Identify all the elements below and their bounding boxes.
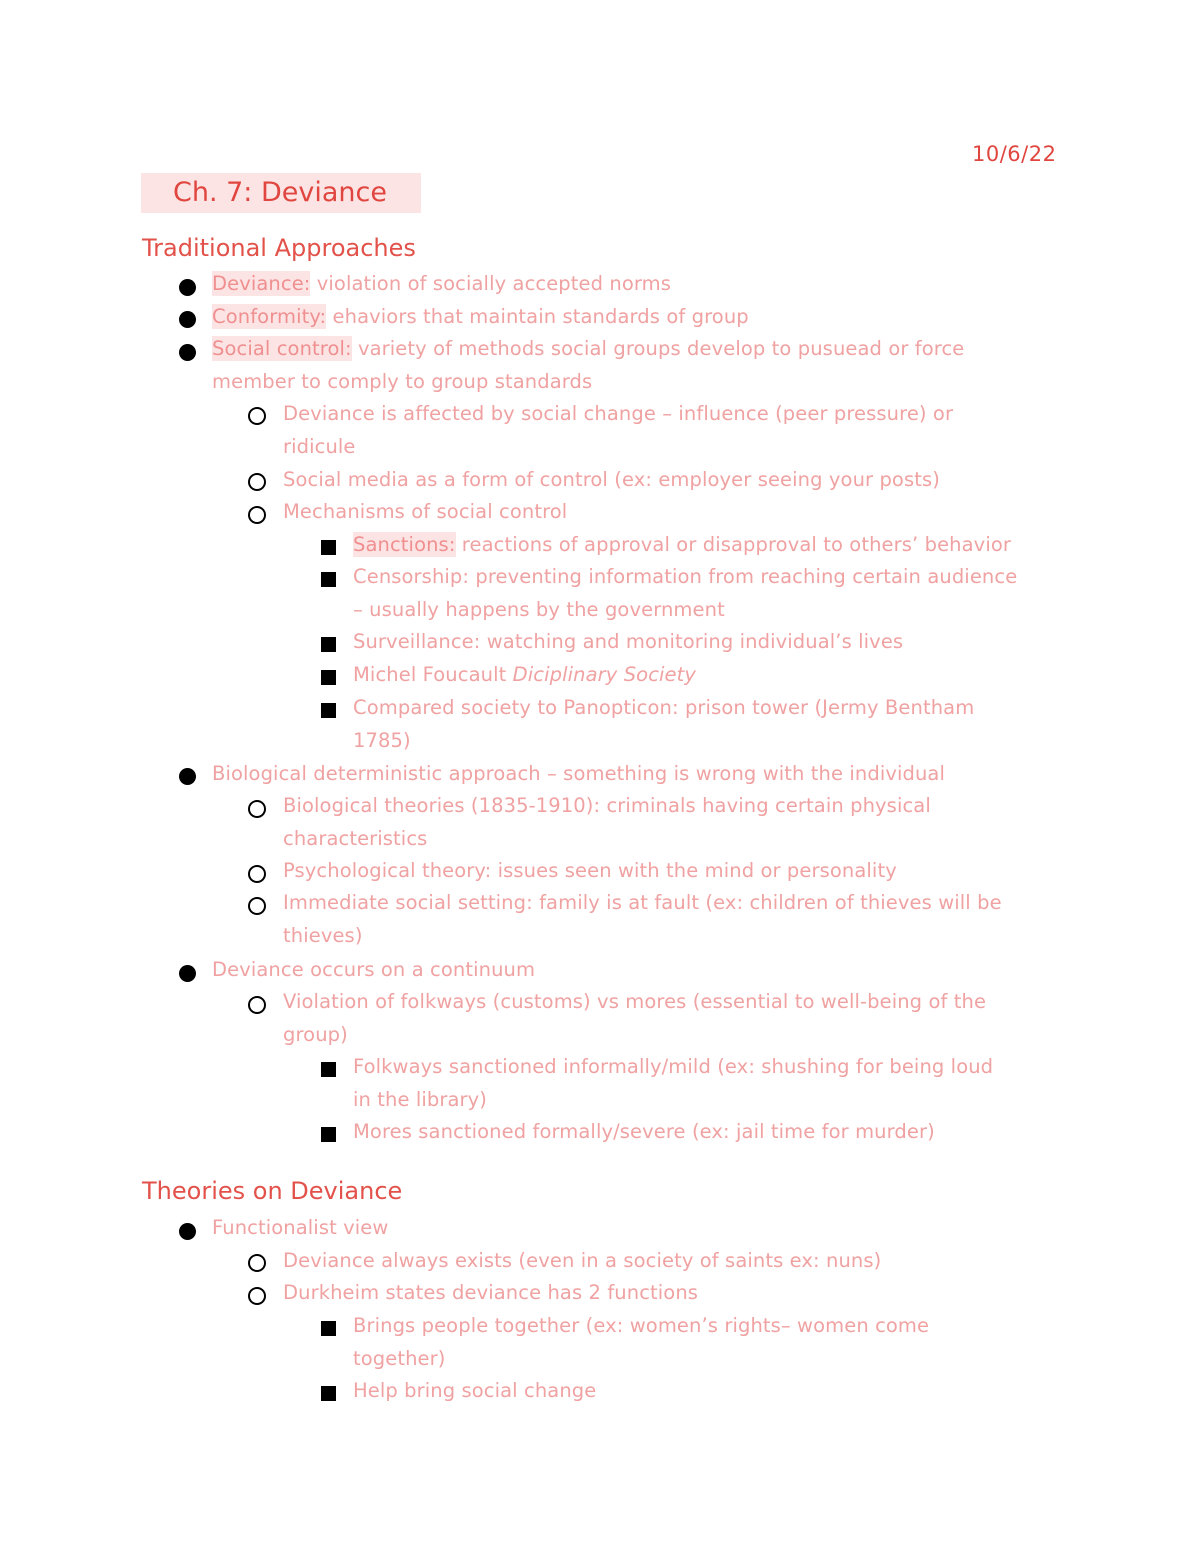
bullet-circle-icon xyxy=(248,1287,266,1305)
page-title: Ch. 7: Deviance xyxy=(173,177,387,208)
bullet-square-icon xyxy=(321,540,336,555)
bullet-circle-icon xyxy=(248,1254,266,1272)
bullet-circle-icon xyxy=(248,800,266,818)
term-deviance: Deviance: xyxy=(212,272,311,295)
section-heading-traditional: Traditional Approaches xyxy=(142,234,416,262)
sub-item-immediate-setting: Immediate social setting: family is at fault (ex: children of thieves will be xyxy=(283,891,1002,914)
sub-sub-item-folkways-cont: in the library) xyxy=(353,1088,488,1111)
sub-item-social-change: Deviance is affected by social change – influence (peer pressure) or xyxy=(283,402,954,425)
list-item-conformity xyxy=(212,305,749,328)
foucault-name: Michel Foucault xyxy=(353,663,513,686)
bullet-circle-icon xyxy=(248,506,266,524)
sub-item-violation: Violation of folkways (customs) vs mores (essential to well-being of the xyxy=(283,990,987,1013)
term-social-control: Social control: xyxy=(212,337,352,360)
list-item-continuum: Deviance occurs on a continuum xyxy=(212,958,536,981)
bullet-square-icon xyxy=(321,637,336,652)
bullet-disc-icon xyxy=(179,279,196,296)
bullet-circle-icon xyxy=(248,473,266,491)
sub-item-biological-theories: Biological theories (1835-1910): criminals having certain physical xyxy=(283,794,931,817)
bullet-circle-icon xyxy=(248,865,266,883)
sub-sub-item-censorship: Censorship: preventing information from reaching certain audience xyxy=(353,565,1018,588)
sub-sub-item-folkways: Folkways sanctioned informally/mild (ex: shushing for being loud xyxy=(353,1055,994,1078)
definition-social-control: variety of methods social groups develop to pusuead or force xyxy=(351,337,965,360)
sub-item-mechanisms: Mechanisms of social control xyxy=(283,500,568,523)
sub-sub-item-social-change: Help bring social change xyxy=(353,1379,597,1402)
sub-sub-item-brings-together: Brings people together (ex: women’s rights– women come xyxy=(353,1314,930,1337)
term-sanctions: Sanctions: xyxy=(353,533,456,556)
bullet-disc-icon xyxy=(179,311,196,328)
sub-item-biological-theories-cont: characteristics xyxy=(283,827,428,850)
bullet-circle-icon xyxy=(248,897,266,915)
bullet-square-icon xyxy=(321,572,336,587)
bullet-square-icon xyxy=(321,1127,336,1142)
sub-item-durkheim: Durkheim states deviance has 2 functions xyxy=(283,1281,699,1304)
bullet-circle-icon xyxy=(248,996,266,1014)
list-item-functionalist: Functionalist view xyxy=(212,1216,389,1239)
bullet-square-icon xyxy=(321,1062,336,1077)
sub-item-social-media: Social media as a form of control (ex: employer seeing your posts) xyxy=(283,468,940,491)
bullet-square-icon xyxy=(321,703,336,718)
sub-item-always-exists: Deviance always exists (even in a society of saints ex: nuns) xyxy=(283,1249,882,1272)
bullet-square-icon xyxy=(321,1321,336,1336)
bullet-square-icon xyxy=(321,1386,336,1401)
sub-sub-item-brings-together-cont: together) xyxy=(353,1347,446,1370)
bullet-disc-icon xyxy=(179,965,196,982)
sub-item-immediate-setting-cont: thieves) xyxy=(283,924,363,947)
bullet-square-icon xyxy=(321,670,336,685)
sub-item-social-change-cont: ridicule xyxy=(283,435,356,458)
sub-sub-item-censorship-cont: – usually happens by the government xyxy=(353,598,725,621)
note-date: 10/6/22 xyxy=(972,142,1057,166)
definition-deviance: violation of socially accepted norms xyxy=(310,272,672,295)
term-conformity: Conformity: xyxy=(212,305,327,328)
sub-sub-item-foucault xyxy=(353,663,696,686)
definition-sanctions: reactions of approval or disapproval to others’ behavior xyxy=(455,533,1011,556)
definition-conformity: ehaviors that maintain standards of group xyxy=(326,305,749,328)
sub-sub-item-panopticon: Compared society to Panopticon: prison tower (Jermy Bentham xyxy=(353,696,975,719)
list-item-social-control xyxy=(212,337,964,360)
foucault-work: Diciplinary Society xyxy=(512,663,697,686)
sub-item-violation-cont: group) xyxy=(283,1023,348,1046)
list-item-biological-deterministic: Biological deterministic approach – something is wrong with the individual xyxy=(212,762,946,785)
bullet-disc-icon xyxy=(179,344,196,361)
list-item-social-control-cont: member to comply to group standards xyxy=(212,370,593,393)
bullet-circle-icon xyxy=(248,407,266,425)
sub-item-psychological-theory: Psychological theory: issues seen with the mind or personality xyxy=(283,859,897,882)
section-heading-theories: Theories on Deviance xyxy=(142,1177,403,1205)
list-item-deviance xyxy=(212,272,671,295)
sub-sub-item-surveillance: Surveillance: watching and monitoring individual’s lives xyxy=(353,630,904,653)
bullet-disc-icon xyxy=(179,1223,196,1240)
bullet-disc-icon xyxy=(179,768,196,785)
sub-sub-item-sanctions xyxy=(353,533,1011,556)
sub-sub-item-panopticon-cont: 1785) xyxy=(353,729,411,752)
sub-sub-item-mores: Mores sanctioned formally/severe (ex: jail time for murder) xyxy=(353,1120,935,1143)
